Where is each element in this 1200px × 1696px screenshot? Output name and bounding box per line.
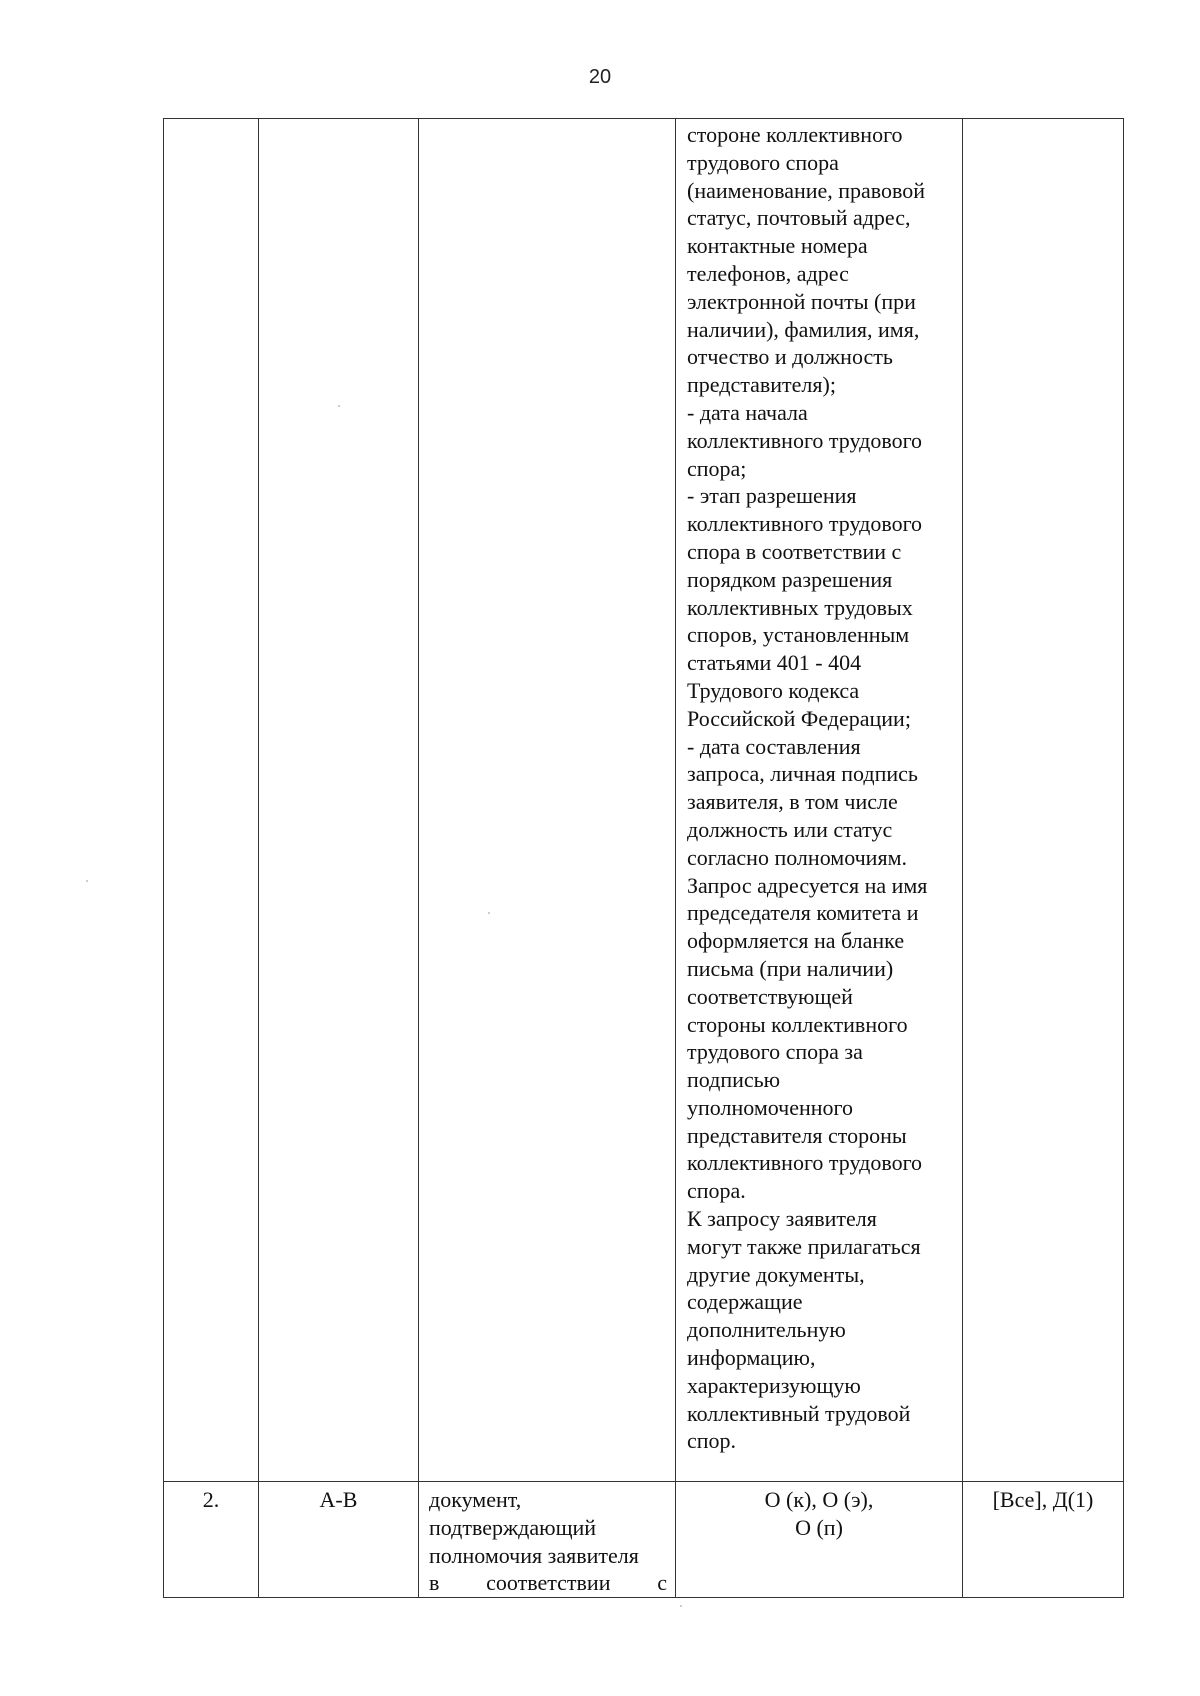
cell-document-empty [419,119,676,1482]
requirements-line: согласно полномочиям. [687,844,907,870]
requirements-line: контактные номера [687,233,868,259]
scan-speck [680,1605,682,1607]
requirements-line: запроса, личная подпись [687,761,918,787]
requirements-line: статьями 401 - 404 [687,650,862,676]
requirements-line: отчество и должность [687,344,893,370]
requirements-line: оформляется на бланке [687,928,905,954]
form-line: О (к), О (э), [764,1487,874,1512]
document-table [163,118,1124,1598]
requirements-text [676,119,962,1455]
requirements-line: трудового спора [687,149,839,175]
requirements-line: содержащие [687,1289,803,1315]
requirements-line: другие документы, [687,1261,865,1287]
requirements-line: Запрос адресуется на имя [687,872,928,898]
requirements-line: дополнительную [687,1317,846,1343]
document-line: полномочия заявителя [429,1542,639,1568]
requirements-line: представителя); [687,372,836,398]
requirements-line: Российской Федерации; [687,705,911,731]
form-line: О (п) [795,1514,843,1540]
requirements-line: - дата составления [687,733,861,759]
cell-number-empty [164,119,259,1482]
requirements-line: электронной почты (при [687,288,916,314]
requirements-line: (наименование, правовой [687,177,926,203]
requirements-line: уполномоченного [687,1094,854,1120]
document-line: документ, [429,1487,522,1512]
requirements-line: соответствующей [687,983,853,1009]
scan-speck [86,880,88,882]
page-number: 20 [588,66,612,88]
requirements-line: - дата начала [687,399,808,425]
cell-code-empty [259,119,419,1482]
cell-requirements [676,119,963,1482]
requirements-line: характеризующую [687,1372,861,1398]
row-document [419,1482,676,1598]
scan-speck [338,405,340,407]
requirements-line: коллективный трудовой [687,1400,911,1426]
requirements-line: заявителя, в том числе [687,789,898,815]
requirements-line: представителя стороны [687,1122,907,1148]
requirements-line: спора в соответствии с [687,538,902,564]
requirements-line: председателя комитета и [687,900,919,926]
scan-speck [488,912,490,914]
requirements-line: подписью [687,1067,781,1093]
row-number: 2. [164,1482,259,1598]
requirements-line: спора. [687,1178,746,1204]
requirements-line: Трудового кодекса [687,677,860,703]
requirements-line: К запросу заявителя [687,1206,877,1232]
requirements-line: споров, установленным [687,622,910,648]
table-row-2 [164,1482,1124,1598]
requirements-line: коллективного трудового [687,511,923,537]
document-line: подтверждающий [429,1514,597,1540]
row-form [676,1482,963,1598]
requirements-line: трудового спора за [687,1039,863,1065]
requirements-line: спора; [687,455,747,481]
requirements-line: могут также прилагаться [687,1233,921,1259]
requirements-line: - этап разрешения [687,483,857,509]
requirements-line: спор. [687,1428,737,1454]
row-code: А-В [259,1482,419,1598]
cell-category-empty [963,119,1124,1482]
requirements-line: статус, почтовый адрес, [687,205,911,231]
requirements-line: телефонов, адрес [687,260,849,286]
requirements-line: коллективных трудовых [687,594,913,620]
requirements-line: информацию, [687,1345,816,1371]
requirements-line: письма (при наличии) [687,955,894,981]
requirements-line: порядком разрешения [687,566,893,592]
document-line: в соответствии с [429,1570,667,1596]
requirements-line: стороны коллективного [687,1011,908,1037]
table-row-continuation [164,119,1124,1482]
row-category: [Все], Д(1) [963,1482,1124,1598]
requirements-line: коллективного трудового [687,1150,923,1176]
requirements-line: наличии), фамилия, имя, [687,316,920,342]
requirements-line: должность или статус [687,816,893,842]
requirements-line: стороне коллективного [687,122,903,147]
requirements-line: коллективного трудового [687,427,923,453]
